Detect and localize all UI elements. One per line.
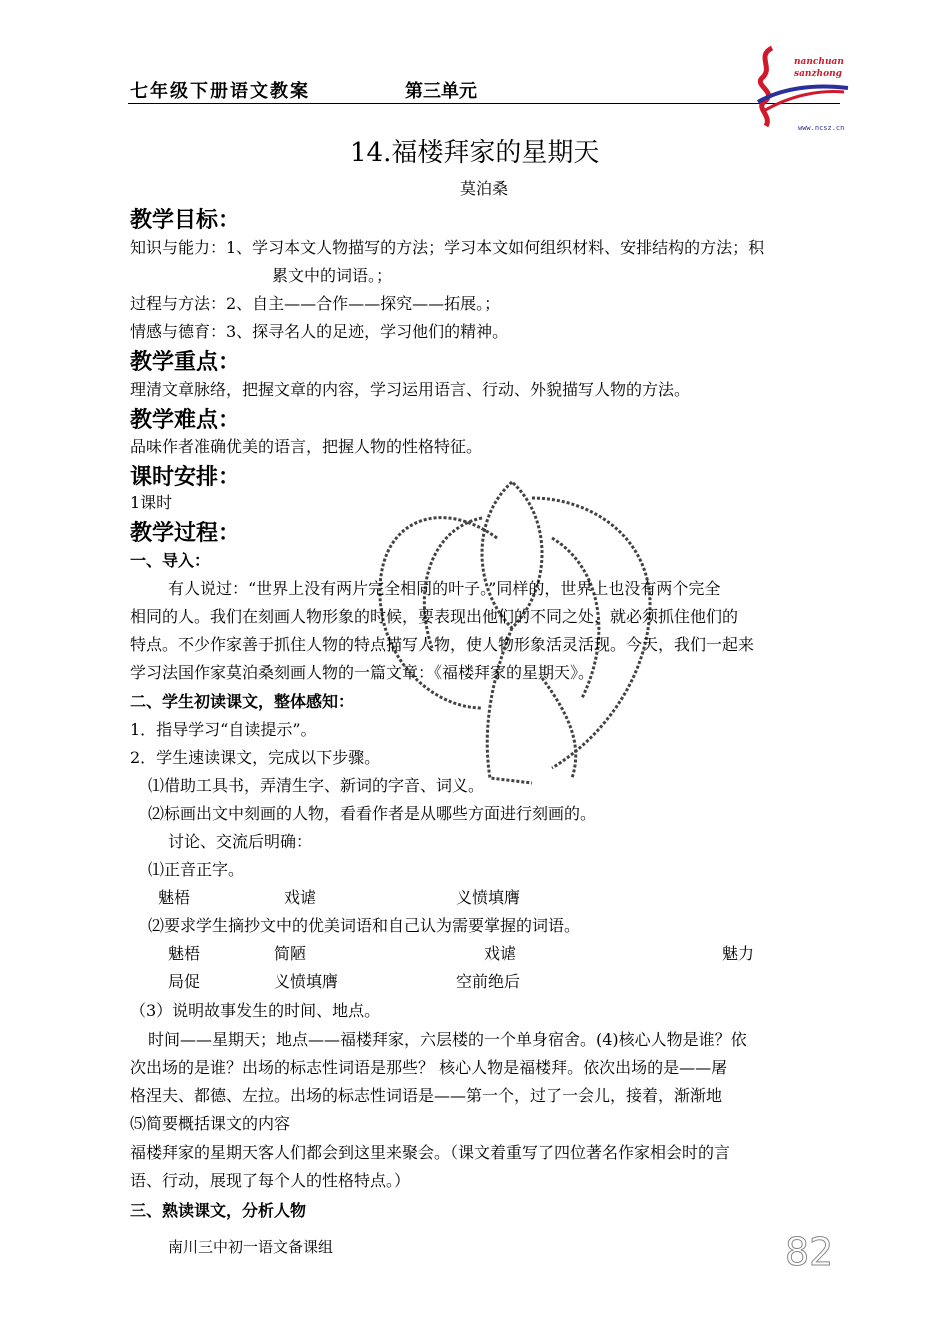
section-2-heading: 二、学生初读课文，整体感知： <box>130 692 355 711</box>
difficulties-text: 品味作者准确优美的语言，把握人物的性格特征。 <box>130 437 483 456</box>
difficulties-heading: 教学难点： <box>130 408 241 433</box>
vocab-word: 义愤填膺 <box>456 888 521 907</box>
vocab-word: 魅梧 <box>158 888 191 907</box>
objective-line: 情感与德育：3、探寻名人的足迹，学习他们的精神。 <box>130 322 509 341</box>
logo-text-2: sanzhong <box>794 69 842 79</box>
list-item: ⑴借助工具书，弄清生字、新词的字音、词义。 <box>148 776 485 795</box>
vocab-word: 魅力 <box>722 944 755 963</box>
vocab-word: 局促 <box>168 972 201 991</box>
page-number: 82 <box>785 1230 834 1274</box>
vocab-word: 戏谑 <box>484 944 517 963</box>
school-logo <box>752 42 852 138</box>
vocab-word: 义愤填膺 <box>274 972 339 991</box>
logo-url: www.ncsz.cn <box>798 124 845 132</box>
header-unit: 第三单元 <box>405 81 477 102</box>
list-item: ⑵要求学生摘抄文中的优美词语和自己认为需要掌握的词语。 <box>148 916 581 935</box>
list-item: 1．指导学习“自读提示”。 <box>130 720 317 739</box>
header-divider <box>128 103 840 104</box>
paragraph-line: 格涅夫、都德、左拉。出场的标志性词语是——第一个，过了一会儿，接着，渐渐地 <box>130 1086 723 1105</box>
paragraph-line: 特点。不少作家善于抓住人物的特点描写人物，使人物形象活灵活现。今天，我们一起来 <box>130 635 755 654</box>
list-item: ⑸简要概括课文的内容 <box>130 1114 291 1133</box>
vocab-word: 简陋 <box>274 944 307 963</box>
paragraph-line: 时间——星期天；地点——福楼拜家，六层楼的一个单身宿舍。(4)核心人物是谁？依 <box>148 1030 747 1049</box>
paragraph-line: 语、行动，展现了每个人的性格特点。） <box>130 1171 411 1190</box>
vocab-word: 魅梧 <box>168 944 201 963</box>
list-item: （3）说明故事发生的时间、地点。 <box>130 1001 381 1020</box>
paragraph-line: 有人说过：“世界上没有两片完全相同的叶子。”同样的，世界上也没有两个完全 <box>168 579 721 598</box>
paragraph-line: 相同的人。我们在刻画人物形象的时候，要表现出他们的不同之处，就必须抓住他们的 <box>130 607 739 626</box>
key-points-heading: 教学重点： <box>130 350 241 375</box>
objectives-heading: 教学目标： <box>130 208 241 233</box>
section-3-heading: 三、熟读课文，分析人物 <box>130 1201 307 1220</box>
paragraph-line: 学习法国作家莫泊桑刻画人物的一篇文章：《福楼拜家的星期天》。 <box>130 663 595 682</box>
paragraph-line: 次出场的是谁？出场的标志性词语是那些？ 核心人物是福楼拜。依次出场的是——屠 <box>130 1058 728 1077</box>
list-item: ⑵标画出文中刻画的人物，看看作者是从哪些方面进行刻画的。 <box>148 804 597 823</box>
header-book-title: 七年级下册语文教案 <box>130 81 310 102</box>
key-points-text: 理清文章脉络，把握文章的内容，学习运用语言、行动、外貌描写人物的方法。 <box>130 380 691 399</box>
section-1-heading: 一、导入： <box>130 551 211 570</box>
footer-group: 南川三中初一语文备课组 <box>168 1238 334 1256</box>
logo-text-1: nanchuan <box>794 57 844 67</box>
paragraph-line: 福楼拜家的星期天客人们都会到这里来聚会。（课文着重写了四位著名作家相会时的言 <box>130 1143 731 1162</box>
list-item: 讨论、交流后明确： <box>168 832 313 851</box>
process-heading: 教学过程： <box>130 521 241 546</box>
objective-line: 过程与方法：2、自主——合作——探究——拓展。； <box>130 294 501 313</box>
author: 莫泊桑 <box>460 179 509 198</box>
schedule-heading: 课时安排： <box>130 465 241 490</box>
objective-line: 累文中的词语。； <box>272 266 393 285</box>
list-item: 2．学生速读课文，完成以下步骤。 <box>130 748 381 767</box>
objective-line: 知识与能力：1、学习本文人物描写的方法；学习本文如何组织材料、安排结构的方法；积 <box>130 238 765 257</box>
schedule-text: 1课时 <box>130 493 173 512</box>
vocab-word: 戏谑 <box>284 888 317 907</box>
page-title: 14.福楼拜家的星期天 <box>350 138 600 168</box>
vocab-word: 空前绝后 <box>456 972 521 991</box>
list-item: ⑴正音正字。 <box>148 860 245 879</box>
